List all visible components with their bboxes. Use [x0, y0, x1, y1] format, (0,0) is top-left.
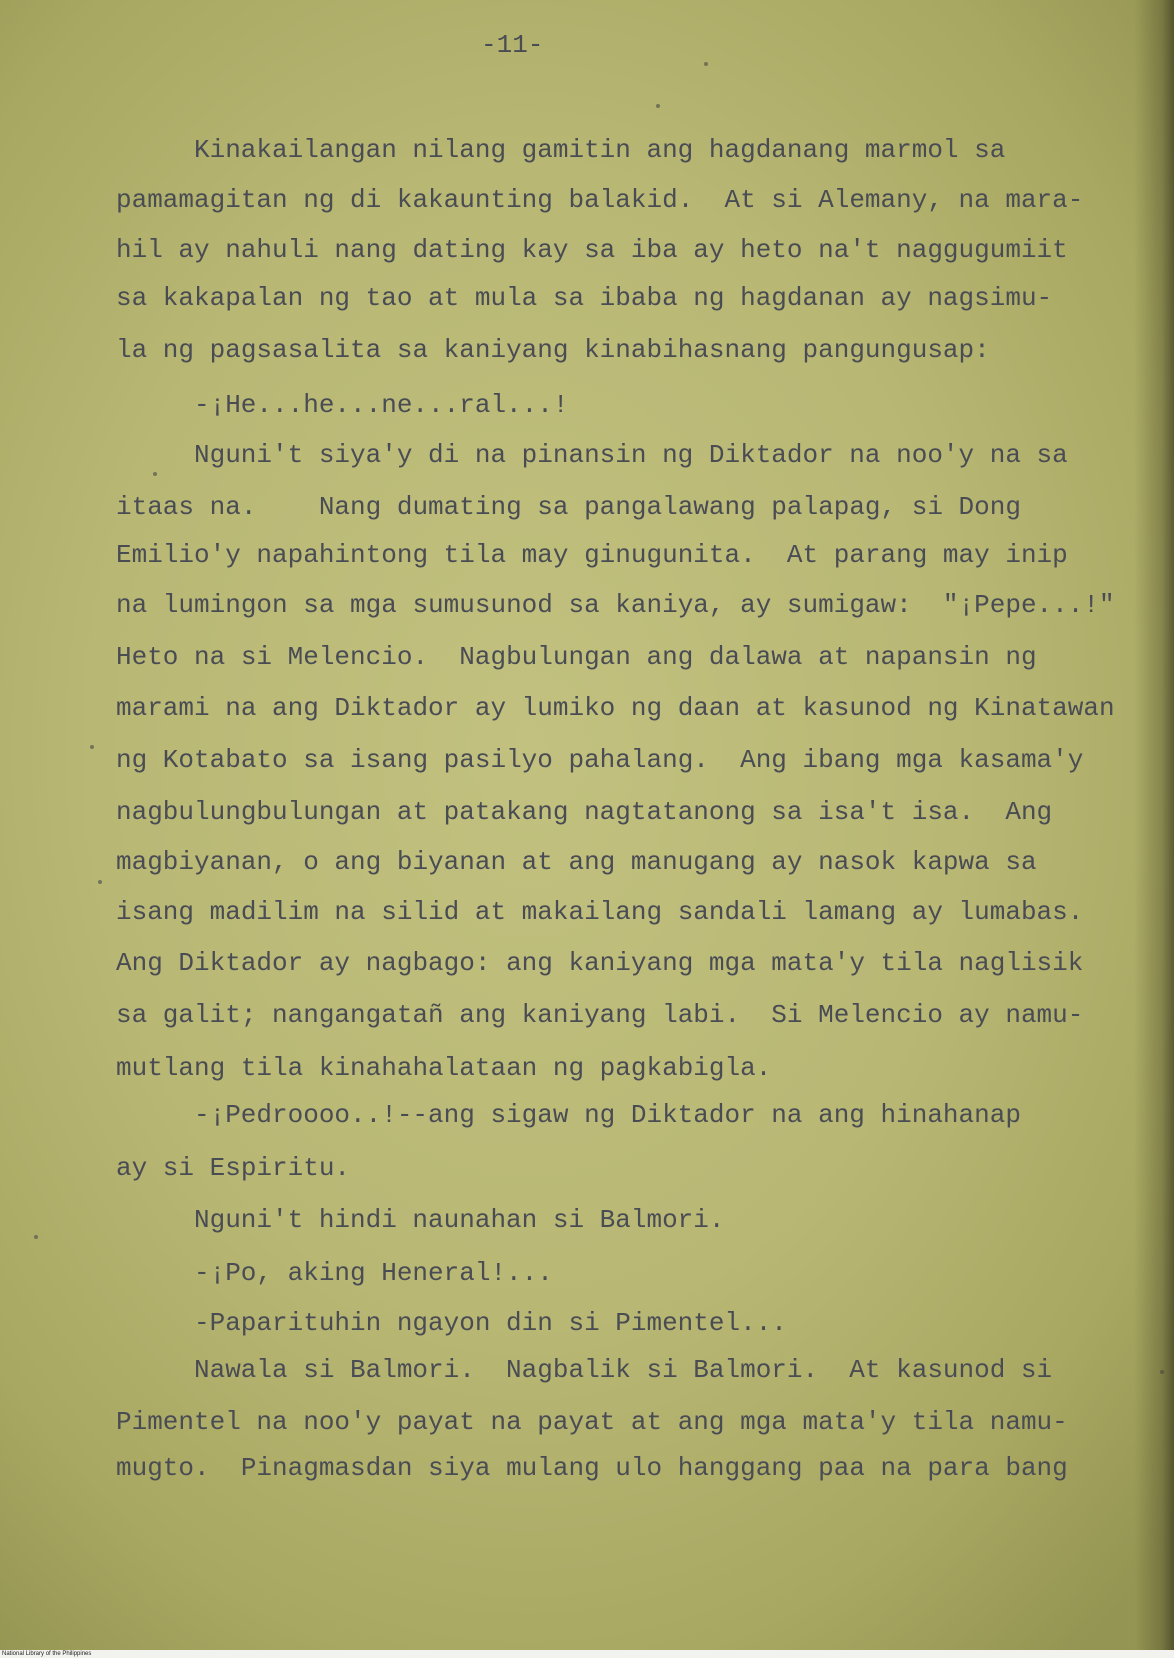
text-line: sa galit; nangangatañ ang kaniyang labi. Si Melencio ay namu- — [116, 1000, 1084, 1030]
text-line: Nawala si Balmori. Nagbalik si Balmori. At kasunod si — [194, 1355, 1053, 1385]
text-line: -¡He...he...ne...ral...! — [194, 390, 569, 420]
text-line: sa kakapalan ng tao at mula sa ibaba ng hagdanan ay nagsimu- — [116, 283, 1053, 313]
text-line: Ang Diktador ay nagbago: ang kaniyang mga mata'y tila naglisik — [116, 948, 1084, 978]
text-line: ng Kotabato sa isang pasilyo pahalang. Ang ibang mga kasama'y — [116, 745, 1084, 775]
paper-speck — [34, 1235, 38, 1239]
text-line: Nguni't siya'y di na pinansin ng Diktador na noo'y na sa — [194, 440, 1068, 470]
text-line: magbiyanan, o ang biyanan at ang manugang ay nasok kapwa sa — [116, 847, 1037, 877]
text-line: Heto na si Melencio. Nagbulungan ang dalawa at napansin ng — [116, 642, 1037, 672]
text-line: Emilio'y napahintong tila may ginugunita. At parang may inip — [116, 540, 1068, 570]
paper-speck — [656, 104, 660, 108]
text-line: pamamagitan ng di kakaunting balakid. At si Alemany, na mara- — [116, 185, 1084, 215]
paper-speck — [704, 62, 708, 66]
text-line: mugto. Pinagmasdan siya mulang ulo hanggang paa na para bang — [116, 1453, 1068, 1483]
text-line: nagbulungbulungan at patakang nagtatanong sa isa't isa. Ang — [116, 797, 1053, 827]
text-line: marami na ang Diktador ay lumiko ng daan at kasunod ng Kinatawan — [116, 693, 1115, 723]
footer-band — [0, 1650, 1174, 1658]
text-line: isang madilim na silid at makailang sandali lamang ay lumabas. — [116, 897, 1084, 927]
text-line: ay si Espiritu. — [116, 1153, 351, 1183]
text-line: mutlang tila kinahahalataan ng pagkabigla. — [116, 1053, 772, 1083]
paper-speck — [1160, 1370, 1164, 1374]
text-line: Pimentel na noo'y payat na payat at ang mga mata'y tila namu- — [116, 1407, 1068, 1437]
text-line: -¡Po, aking Heneral!... — [194, 1258, 553, 1288]
footer-credit: National Library of the Philippines — [2, 1651, 92, 1657]
paper-speck — [153, 472, 157, 476]
text-line: Nguni't hindi naunahan si Balmori. — [194, 1205, 725, 1235]
text-line: hil ay nahuli nang dating kay sa iba ay heto na't naggugumiit — [116, 235, 1068, 265]
text-line: Kinakailangan nilang gamitin ang hagdanang marmol sa — [194, 135, 1006, 165]
text-line: -¡Pedroooo..!--ang sigaw ng Diktador na ang hinahanap — [194, 1100, 1021, 1130]
paper-speck — [90, 745, 94, 749]
paper-speck — [98, 880, 102, 884]
text-line: la ng pagsasalita sa kaniyang kinabihasnang pangungusap: — [116, 335, 990, 365]
page-number: -11- — [481, 30, 544, 60]
text-line: -Paparituhin ngayon din si Pimentel... — [194, 1308, 787, 1338]
text-line: na lumingon sa mga sumusunod sa kaniya, ay sumigaw: "¡Pepe...!" — [116, 590, 1115, 620]
text-line: itaas na. Nang dumating sa pangalawang palapag, si Dong — [116, 492, 1021, 522]
